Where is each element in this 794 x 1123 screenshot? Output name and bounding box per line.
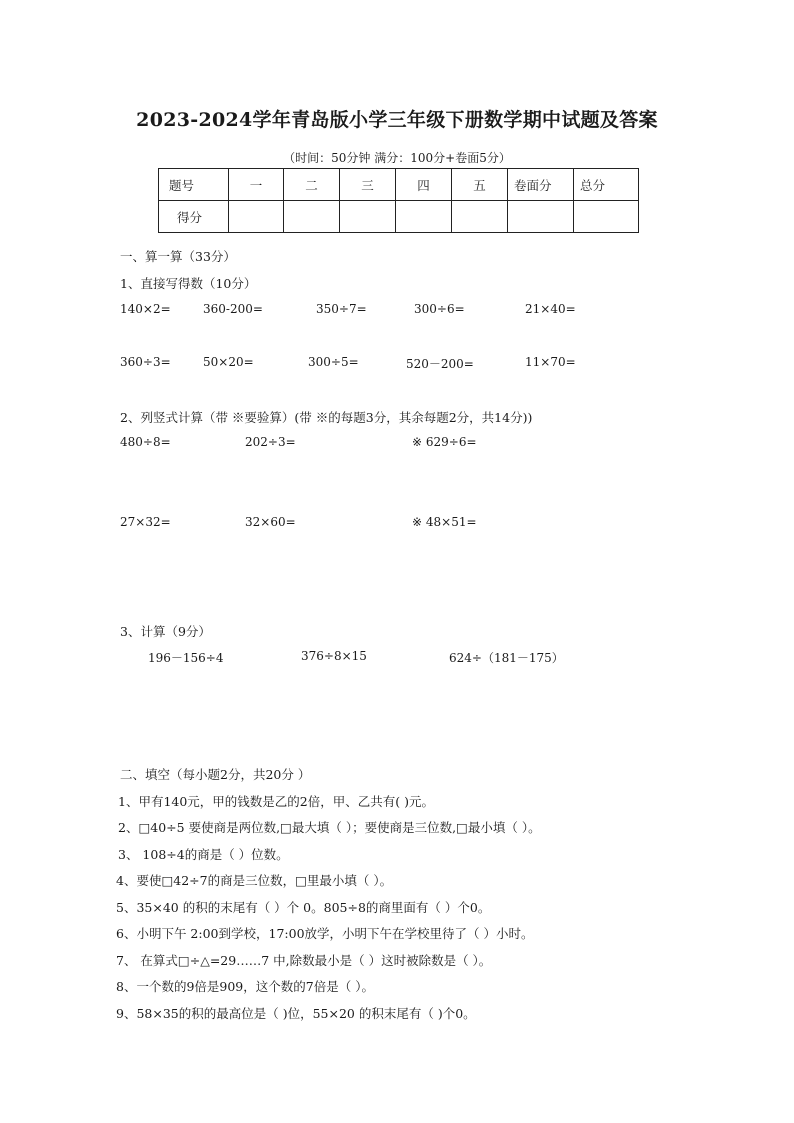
score-cell[interactable] <box>229 201 284 233</box>
mental-math-item: 11×70= <box>525 355 576 369</box>
q3-heading: 3、计算（9分） <box>120 624 211 639</box>
calculation-item: 376÷8×15 <box>301 649 367 663</box>
score-cell[interactable] <box>284 201 340 233</box>
mental-math-item: 21×40= <box>525 302 576 316</box>
header-cell-neatness: 卷面分 <box>508 169 574 201</box>
row-label-score: 得分 <box>159 201 229 233</box>
calculation-item: 624÷（181－175） <box>449 651 564 665</box>
header-cell-4: 四 <box>396 169 452 201</box>
header-cell-1: 一 <box>229 169 284 201</box>
fill-blank-item: 7、 在算式□÷△=29……7 中,除数最小是（ ）这时被除数是（ ）。 <box>116 953 492 968</box>
mental-math-item: 140×2= <box>120 302 171 316</box>
vertical-calc-item: ※ 48×51= <box>412 515 477 529</box>
mental-math-item: 300÷5= <box>308 355 359 369</box>
fill-blank-item: 9、58×35的积的最高位是（ )位，55×20 的积末尾有（ )个0。 <box>116 1006 476 1021</box>
vertical-calc-item: 202÷3= <box>245 435 296 449</box>
score-cell[interactable] <box>508 201 574 233</box>
header-cell-3: 三 <box>340 169 396 201</box>
mental-math-item: 360-200= <box>203 302 263 316</box>
vertical-calc-item: 480÷8= <box>120 435 171 449</box>
vertical-calc-item: 32×60= <box>245 515 296 529</box>
fill-blank-item: 4、要使□42÷7的商是三位数，□里最小填（ ）。 <box>116 873 393 888</box>
calculation-item: 196－156÷4 <box>148 651 224 665</box>
score-table <box>158 168 639 233</box>
score-cell[interactable] <box>340 201 396 233</box>
fill-blank-item: 1、甲有140元，甲的钱数是乙的2倍，甲、乙共有( )元。 <box>118 794 434 809</box>
fill-blank-item: 3、 108÷4的商是（ ）位数。 <box>118 847 289 862</box>
exam-info: （时间：50分钟 满分：100分+卷面5分） <box>283 151 511 165</box>
header-cell-total: 总分 <box>574 169 639 201</box>
vertical-calc-item: ※ 629÷6= <box>412 435 477 449</box>
header-cell-2: 二 <box>284 169 340 201</box>
fill-blank-item: 6、小明下午 2:00到学校，17:00放学，小明下午在学校里待了（ ）小时。 <box>116 926 534 941</box>
header-cell-5: 五 <box>452 169 508 201</box>
q2-heading: 2、列竖式计算（带 ※要验算）(带 ※的每题3分，其余每题2分，共14分)) <box>120 410 533 425</box>
score-table-score-row <box>159 201 639 233</box>
mental-math-item: 350÷7= <box>316 302 367 316</box>
page-title: 2023-2024学年青岛版小学三年级下册数学期中试题及答案 <box>136 109 658 131</box>
mental-math-item: 300÷6= <box>414 302 465 316</box>
section-1-heading: 一、算一算（33分） <box>120 249 236 264</box>
q1-heading: 1、直接写得数（10分） <box>120 276 257 291</box>
vertical-calc-item: 27×32= <box>120 515 171 529</box>
score-cell[interactable] <box>396 201 452 233</box>
fill-blank-item: 5、35×40 的积的末尾有（ ）个 0。805÷8的商里面有（ ）个0。 <box>116 900 491 915</box>
mental-math-item: 360÷3= <box>120 355 171 369</box>
mental-math-item: 50×20= <box>203 355 254 369</box>
header-cell-question-no: 题号 <box>159 169 229 201</box>
section-2-heading: 二、填空（每小题2分，共20分 ） <box>120 767 311 782</box>
score-cell[interactable] <box>452 201 508 233</box>
fill-blank-item: 2、□40÷5 要使商是两位数,□最大填（ ）；要使商是三位数,□最小填（ ）。 <box>118 820 541 835</box>
score-cell[interactable] <box>574 201 639 233</box>
mental-math-item: 520－200= <box>406 357 474 371</box>
fill-blank-item: 8、一个数的9倍是909，这个数的7倍是（ ）。 <box>116 979 374 994</box>
score-table-header-row <box>159 169 639 201</box>
